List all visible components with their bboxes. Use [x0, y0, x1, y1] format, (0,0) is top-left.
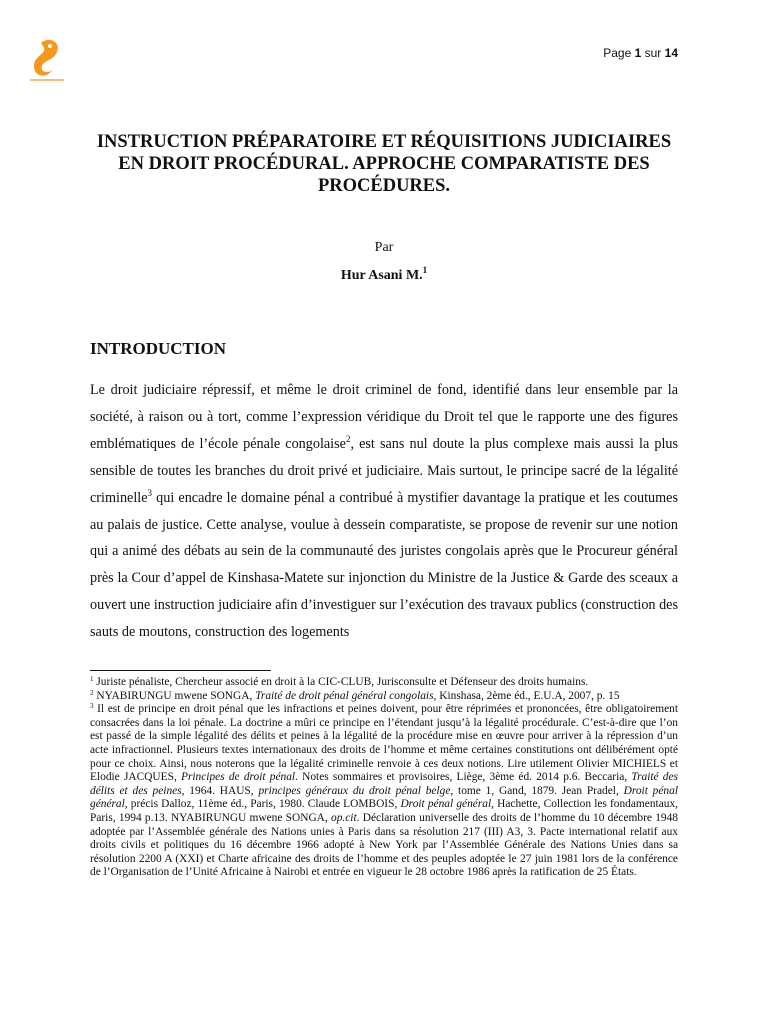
- author-name: [0, 265, 768, 284]
- footnote-text: , Kinshasa, 2ème éd., E.U.A, 2007, p. 15: [433, 689, 620, 702]
- footnote-citation: Traité de droit pénal général congolais: [255, 689, 434, 702]
- page-separator: sur: [644, 46, 662, 60]
- page-label: Page: [603, 46, 632, 60]
- footnote-text: Hachette, Collection les fondamentaux, Paris, 1994 p.13. NYABIRUNGU mwene SONGA,: [90, 798, 679, 824]
- logo-icon: [22, 36, 72, 86]
- footnote-number: 2: [90, 688, 94, 697]
- footnote-ref-2[interactable]: 2: [345, 433, 351, 444]
- footnote-text: précis Dalloz, 11ème éd., Paris, 1980. Claude LOMBOIS,: [127, 798, 401, 811]
- footnote-ref-3[interactable]: 3: [147, 487, 153, 498]
- footnote-citation: Droit pénal général,: [90, 784, 678, 811]
- footnote-text: , 1964. HAUS,: [181, 784, 259, 797]
- footnote-number: 3: [90, 702, 94, 711]
- footnotes: [90, 676, 678, 880]
- footnote-text: Il est de principe en droit pénal que les infractions et peines doivent, pour être réprimées et prononcées, être obligatoirement consacrées dans la loi pénale. La doctrine a mûri ce principe en l’étendant jusqu’à la légalité procédurale. C’est-à-dire que l’on est passé de la simple légalité des délits et peines à la légalité de la procédure mise en œuvre pour arriver à la répression d’un acte infractionnel. Plusieurs textes internationaux des droits de l’homme et même certaines constitutions ont délibérément opté pour ce choix. Ainsi, nous noterons que la légalité criminelle renvoie à ces deux notions. Lire utilement Olivier MICHIELS et Elodie JACQUES,: [90, 703, 678, 784]
- footnote-citation: principes généraux du droit pénal belge: [258, 784, 451, 797]
- footnote-citation: Traité des délits et des peines: [90, 771, 678, 797]
- page-total: 14: [664, 46, 678, 60]
- footnote-citation: Principes de droit pénal: [181, 771, 296, 784]
- author-text: Hur Asani M.: [340, 268, 423, 283]
- footnote-text: NYABIRUNGU mwene SONGA,: [93, 689, 256, 702]
- footnote-citation: op.cit: [331, 811, 357, 824]
- paragraph-part-2: , est sans nul doute la plus complexe mais aussi la plus sensible de toutes les branches du droit privé et judiciaire. Mais surtout, le principe sacré de la légalité criminelle: [90, 435, 678, 506]
- footnote-2: [90, 690, 678, 704]
- footnote-divider: [90, 670, 271, 671]
- author-footnote-ref[interactable]: 1: [422, 265, 428, 275]
- page-number: [603, 46, 678, 60]
- byline-par: Par: [374, 240, 394, 255]
- footnote-text: . Déclaration universelle des droits de l’homme du 10 décembre 1948 adoptée par l’Assemblée générale des Nations unies à Paris dans sa résolution 217 (III) A3, 3. Pacte international relatif aux droits civils et politiques du 16 décembre 1966 adopté à New York par l’Assemblée Générale des Nations Unies dans sa résolution 2200 A (XXI) et Charte africaine des droits de l’homme et des peuples adoptée le 27 juin 1981 lors de la conférence de l’Organisation de l’Unité Africaine à Nairobi et entrée en vigueur le 28 octobre 1986 après la ratification de 25 États.: [90, 811, 678, 879]
- paragraph-part-1: Le droit judiciaire répressif, et même le droit criminel de fond, identifié dans leur ensemble par la société, à raison ou à tort, comme l’expression véridique du Droit tel que le rapporte une des figures emblématiques de l’école pénale congolaise: [90, 382, 678, 452]
- paragraph-part-3: qui encadre le domaine pénal a contribué à mystifier davantage la pratique et les coutumes au palais de justice. Cette analyse, voulue à dessein comparatiste, se propose de revenir sur une notion qui a animé des débats au sein de la communauté des juristes congolais après que le Procureur général près la Cour d’appel de Kinshasa-Matete sur injonction du Ministre de la Justice & Garde des sceaux a ouvert une instruction judiciaire afin d’investiguer sur l’exécution des travaux publics (construction des sauts de moutons, construction des logements: [90, 489, 678, 641]
- footnote-text: Juriste pénaliste, Chercheur associé en droit à la CIC-CLUB, Jurisconsulte et Défenseur des droits humains.: [93, 676, 589, 688]
- footnote-3: [90, 703, 678, 880]
- document-title: INSTRUCTION PRÉPARATOIRE ET RÉQUISITIONS JUDICIAIRES EN DROIT PROCÉDURAL. APPROCHE COMPARATISTE DES PROCÉDURES.: [96, 132, 672, 196]
- body-paragraph: [90, 377, 678, 646]
- footnote-number: 1: [90, 675, 94, 683]
- page-current: 1: [634, 46, 642, 60]
- footnote-text: , tome 1, Gand, 1879. Jean Pradel,: [450, 784, 624, 797]
- footnote-citation: Droit pénal général,: [400, 798, 494, 811]
- section-heading: INTRODUCTION: [90, 339, 227, 358]
- footnote-text: . Notes sommaires et provisoires, Liège, 3ème éd. 2014 p.6. Beccaria,: [295, 771, 632, 784]
- footnote-1: [90, 676, 678, 690]
